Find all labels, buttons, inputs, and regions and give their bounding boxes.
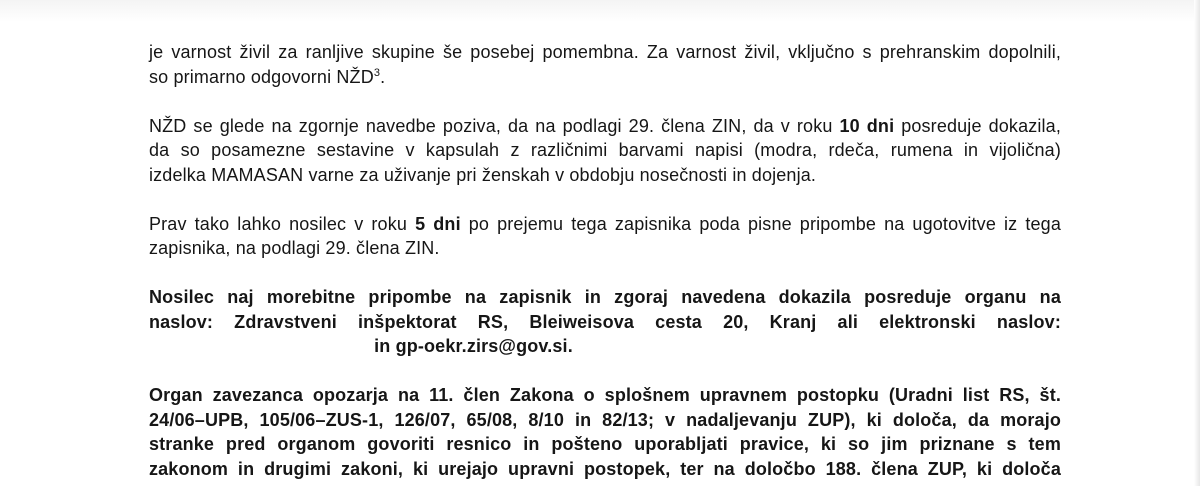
paragraph-line: zapisnika, na podlagi 29. člena ZIN.	[149, 238, 440, 258]
paragraph-line: 24/06–UPB, 105/06–ZUS-1, 126/07, 65/08, 8/10 in 82/13; v nadaljevanju ZUP), ki določa, da morajo	[149, 409, 1061, 430]
paragraph-evidence-request	[149, 114, 1061, 188]
paragraph-line	[149, 114, 1061, 139]
deadline-text: 10 dni	[839, 115, 895, 136]
paragraph-submission-address	[149, 285, 1061, 359]
redacted-area	[149, 335, 369, 355]
paragraph-line: zakonom in drugimi zakoni, ki urejajo upravni postopek, ter na določbo 188. člena ZUP, ki določa	[149, 458, 1061, 479]
paragraph-line: Nosilec naj morebitne pripombe na zapisnik in zgoraj navedena dokazila posreduje organu na	[149, 287, 1061, 307]
line-text: po prejemu tega zapisnika poda pisne pripombe na ugotovitve iz tega	[460, 213, 1061, 234]
paragraph-remarks-deadline	[149, 212, 1061, 261]
line-text: naslov: Zdravstveni	[149, 311, 337, 332]
document-body	[149, 40, 1061, 486]
paragraph-food-safety	[149, 40, 1061, 89]
line-text: so primarno odgovorni NŽD	[149, 66, 374, 87]
line-text: Prav tako lahko nosilec v roku	[149, 213, 416, 234]
paragraph-line	[149, 334, 1061, 359]
footnote-ref: 3	[373, 66, 381, 79]
line-text: posreduje dokazila,	[894, 115, 1061, 136]
line-text: .	[380, 66, 386, 87]
paragraph-zup-warning	[149, 383, 1061, 481]
email-text: in gp-oekr.zirs@gov.si.	[374, 336, 573, 356]
line-text: inšpektorat RS, Bleiweisova cesta 20, Kranj ali elektronski naslov:	[336, 311, 1061, 332]
paragraph-line: Organ zavezanca opozarja na 11. člen Zakona o splošnem upravnem postopku (Uradni list RS, št.	[149, 385, 1061, 405]
paragraph-line: da so posamezne sestavine v kapsulah z različnimi barvami napisi (modra, rdeča, rumena in vijolična)	[149, 140, 1061, 160]
page-edge-shadow	[1194, 0, 1200, 486]
paragraph-line	[149, 310, 1061, 335]
paragraph-line	[149, 65, 1061, 90]
paragraph-line	[149, 212, 1061, 237]
deadline-text: 5 dni	[415, 213, 461, 234]
paragraph-line: je varnost živil za ranljive skupine še posebej pomembna. Za varnost živil, vključno s prehranskim dopolnili,	[149, 42, 1061, 62]
paragraph-line: stranke pred organom govoriti resnico in pošteno uporabljati pravice, ki so jim priznane s tem	[149, 434, 1061, 454]
paragraph-line: izdelka MAMASAN varne za uživanje pri ženskah v obdobju nosečnosti in dojenja.	[149, 164, 817, 185]
line-text: NŽD se glede na zgornje navedbe poziva, da na podlagi 29. člena ZIN, da v roku	[149, 115, 840, 136]
